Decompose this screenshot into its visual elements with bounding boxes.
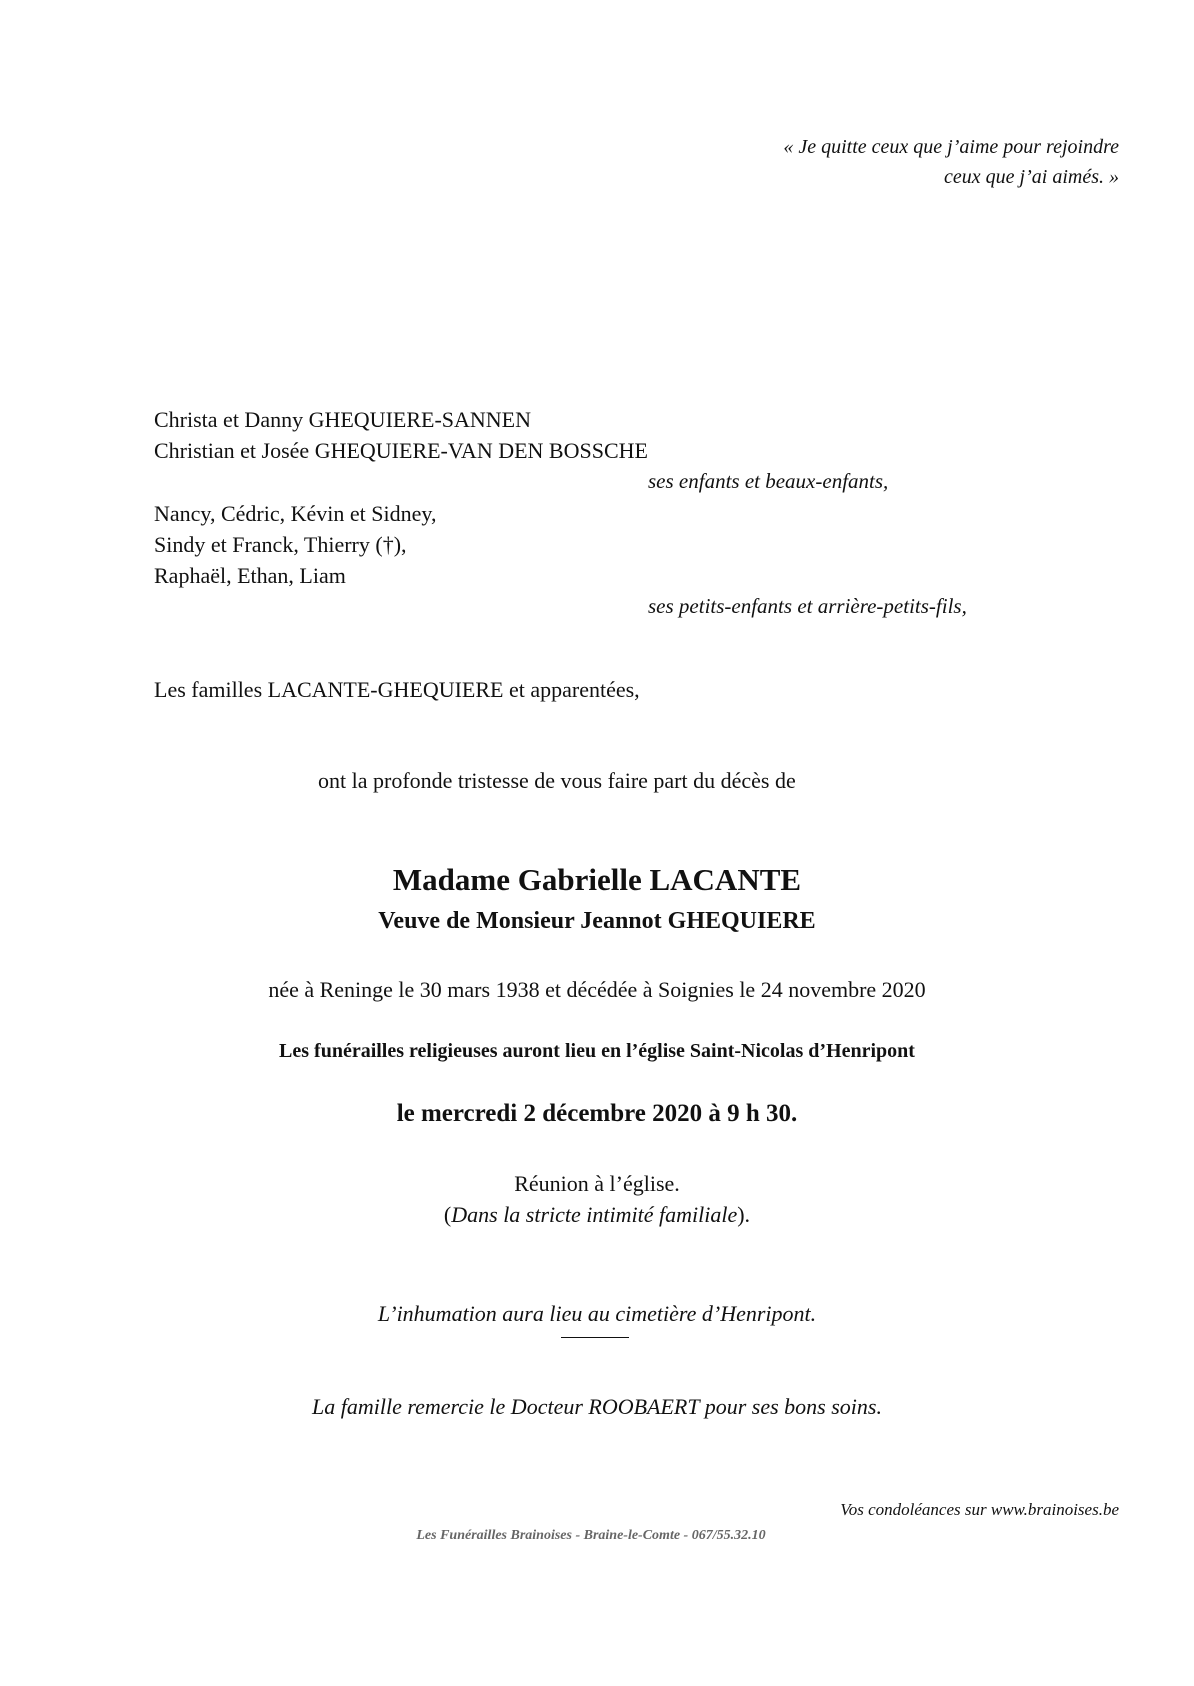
announcement-line: ont la profonde tristesse de vous faire part du décès de [318, 768, 796, 793]
privacy-line [0, 1199, 1194, 1230]
thanks-line: La famille remercie le Docteur ROOBAERT pour ses bons soins. [312, 1394, 882, 1419]
meeting-line: Réunion à l’église. [514, 1171, 680, 1196]
families-line: Les familles LACANTE-GHEQUIERE et apparentées, [154, 677, 640, 702]
grandchildren-name-2: Sindy et Franck, Thierry (†), [154, 532, 407, 557]
condolences-line: Vos condoléances sur www.brainoises.be [840, 1500, 1119, 1519]
deceased-spouse: Veuve de Monsieur Jeannot GHEQUIERE [378, 908, 816, 934]
privacy-open: ( [443, 1202, 452, 1227]
birth-death-dates: née à Reninge le 30 mars 1938 et décédée à Soignies le 24 novembre 2020 [268, 977, 926, 1002]
funeral-place: Les funérailles religieuses auront lieu en l’église Saint-Nicolas d’Henripont [279, 1040, 915, 1062]
grandchildren-relation: ses petits-enfants et arrière-petits-fils, [648, 594, 967, 618]
children-name-1: Christa et Danny GHEQUIERE-SANNEN [154, 407, 531, 432]
children-relation: ses enfants et beaux-enfants, [648, 469, 889, 493]
privacy-close: ). [737, 1202, 751, 1227]
grandchildren-name-1: Nancy, Cédric, Kévin et Sidney, [154, 501, 437, 526]
children-names [154, 404, 648, 466]
funeral-datetime: le mercredi 2 décembre 2020 à 9 h 30. [396, 1100, 798, 1127]
quote-line-1: « Je quitte ceux que j’aime pour rejoindre [783, 136, 1119, 158]
quote-line-2: ceux que j’ai aimés. » [944, 166, 1119, 188]
grandchildren-name-3: Raphaël, Ethan, Liam [154, 563, 346, 588]
epigraph-quote [783, 132, 1119, 192]
grandchildren-names [154, 498, 436, 591]
funeral-home-line: Les Funérailles Brainoises - Braine-le-Comte - 067/55.32.10 [416, 1528, 766, 1543]
separator-rule [561, 1337, 629, 1338]
children-name-2: Christian et Josée GHEQUIERE-VAN DEN BOSSCHE [154, 438, 648, 463]
privacy-text: Dans la stricte intimité familiale [451, 1202, 738, 1227]
deceased-name: Madame Gabrielle LACANTE [392, 862, 802, 897]
burial-line: L’inhumation aura lieu au cimetière d’Henripont. [377, 1301, 817, 1326]
